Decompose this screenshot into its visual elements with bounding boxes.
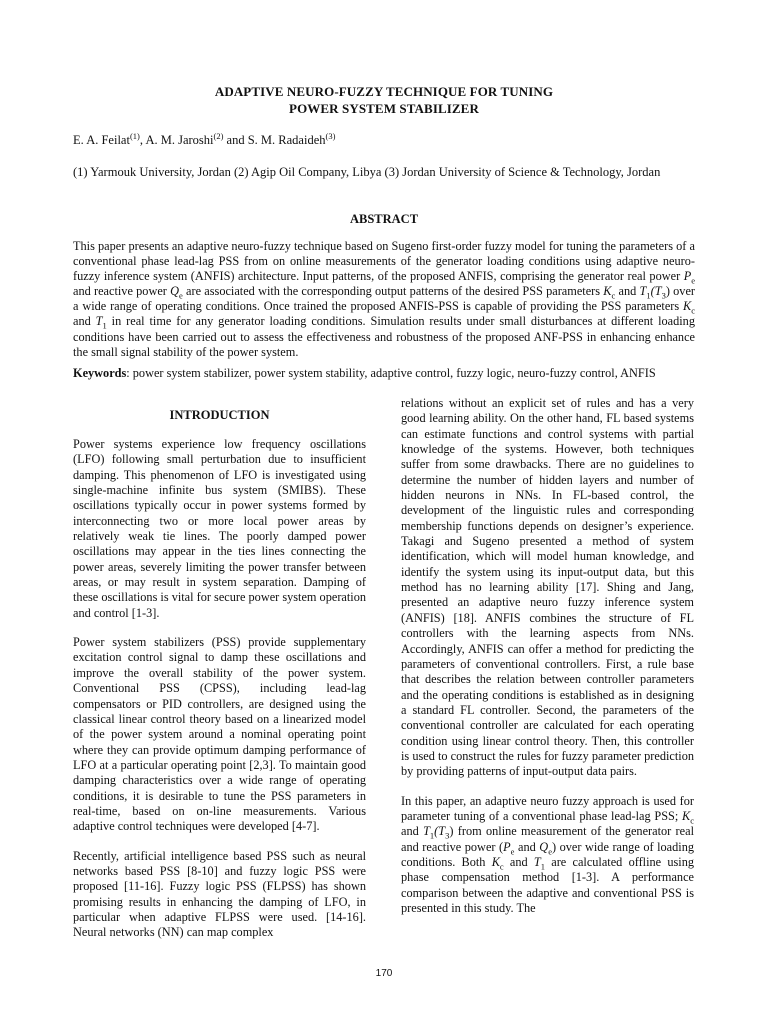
page-number: 170 xyxy=(375,968,393,979)
paragraph-fragment: and xyxy=(514,839,540,854)
symbol-subscript: c xyxy=(499,861,504,872)
symbol-subscript: 1 xyxy=(540,861,546,872)
author-name: E. A. Feilat xyxy=(73,133,130,147)
symbol-subscript: 3 xyxy=(445,830,450,841)
section-heading-introduction: INTRODUCTION xyxy=(169,408,270,422)
symbol: (T xyxy=(650,284,662,299)
body-paragraph: Power system stabilizers (PSS) provide supplementary excitation control signal to damp these oscillations and improve the overall stability of the power system. Conventional PSS (CPSS), including lead-lag compensators or PID controllers, are designed using the classical linear control theory based on a linearized model of the power system around a nominal operating point where they can provide optimum damping performance of LFO at a particular operating point [2,3]. To maintain good damping characteristics over a wide range of operating conditions, it is desirable to tune the PSS parameters in real-time, based on on-line measurements. Various adaptive control techniques were developed [4-7]. xyxy=(73,635,366,834)
symbol-subscript: 1 xyxy=(102,320,107,331)
body-paragraph xyxy=(401,794,694,917)
symbol: K xyxy=(491,854,500,869)
symbol-subscript: e xyxy=(179,290,183,301)
symbol-subscript: c xyxy=(691,305,695,316)
symbol: K xyxy=(682,808,691,823)
body-paragraph: relations without an explicit set of rules and has a very good learning ability. On the other hand, FL based systems can estimate functions and control systems with partial knowledge of the systems. However, both techniques suffer from some drawbacks. There are no guidelines to determine the number of hidden layers and number of hidden neurons in NNs. In FL-based control, the development of the linguistic rules and corresponding membership functions depends on designer’s experience. Takagi and Sugeno presented a method of system identification, which will model human knowledge, and identify the system using its input-output data, but this method has no learning ability [17]. Shing and Jang, presented an adaptive neuro fuzzy inference system (ANFIS) [18]. ANFIS combines the structure of FL controllers with the learning aspects from NNs. Accordingly, ANFIS can offer a method for predicting the parameters of conventional controllers. First, a rule base that describes the relation between controller parameters and the operating conditions is established as in designing a standard FL controller. Second, the parameters of the conventional controller are calculated for each operating condition using linear control theory. Then, this controller is used to construct the rules for fuzzy parameter prediction by providing patterns of input-output data pairs. xyxy=(401,396,694,779)
right-column xyxy=(401,396,694,930)
keywords-text: : power system stabilizer, power system stability, adaptive control, fuzzy logic, neuro-fuzzy control, ANFIS xyxy=(126,366,656,380)
symbol-subscript: e xyxy=(691,275,695,286)
paragraph-fragment: ) from online measurement of the generator real and reactive power ( xyxy=(401,824,694,854)
abstract-text xyxy=(73,239,695,360)
author-separator: , xyxy=(139,133,146,147)
abstract-fragment: and reactive power xyxy=(73,284,171,299)
abstract-heading: ABSTRACT xyxy=(349,212,419,226)
body-paragraph: Power systems experience low frequency oscillations (LFO) following small perturbation due to insufficient damping. This phenomenon of LFO is investigated using single-machine infinite bus system (SMIBS). These oscillations typically occur in power systems formed by interconnecting two or more local power areas by relatively weak tie lines. The poorly damped power oscillations may appear in the ties lines connecting the power areas, severely limiting the power transfer between areas, or may result in system separation. Damping of these oscillations is vital for secure power system operation and control [1-3]. xyxy=(73,437,366,620)
symbol: T xyxy=(95,314,103,329)
abstract-fragment: are associated with the corresponding output patterns of the desired PSS parameters xyxy=(182,284,604,299)
title-line-2: POWER SYSTEM STABILIZER xyxy=(289,101,479,116)
symbol: (T xyxy=(434,824,446,839)
symbol: T xyxy=(639,284,647,299)
paragraph-fragment: and xyxy=(503,854,534,869)
symbol-subscript: 1 xyxy=(646,290,651,301)
body-paragraph: Recently, artificial intelligence based PSS such as neural networks based PSS [8-10] and fuzzy logic PSS were proposed [11-16]. Fuzzy logic PSS (FLPSS) has shown promising results in enhancing the damping of LFO, in particular when adaptive FLPSS were used. [14-16]. Neural networks (NN) can map complex xyxy=(73,848,366,940)
author-separator: and xyxy=(223,133,248,147)
keywords-label: Keywords xyxy=(73,366,127,380)
symbol: K xyxy=(603,284,612,299)
symbol-subscript: e xyxy=(510,846,515,857)
author-name: A. M. Jaroshi xyxy=(145,133,214,147)
symbol: K xyxy=(683,299,692,314)
symbol: T xyxy=(423,824,430,839)
title-line-1: ADAPTIVE NEURO-FUZZY TECHNIQUE FOR TUNING xyxy=(214,84,554,99)
symbol: T xyxy=(533,854,541,869)
paragraph-fragment: In this paper, an adaptive neuro fuzzy approach is used for parameter tuning of a conventional phase lead-lag PSS; xyxy=(401,793,694,823)
symbol: Q xyxy=(170,284,180,299)
left-column xyxy=(73,407,366,955)
paragraph-fragment: and xyxy=(401,824,424,839)
symbol: P xyxy=(503,839,511,854)
symbol: Q xyxy=(539,839,549,854)
abstract-fragment: and xyxy=(615,284,640,299)
symbol-subscript: 1 xyxy=(429,830,435,841)
symbol: P xyxy=(683,269,692,284)
author-list xyxy=(73,132,335,148)
abstract-fragment: ) over a wide range of operating conditions. Once trained the proposed ANFIS-PSS is capable of providing the PSS parameters xyxy=(73,284,695,314)
abstract-fragment: and xyxy=(73,314,96,329)
paragraph-fragment: ) over wide range of loading conditions. Both xyxy=(401,839,694,869)
paragraph-fragment: are calculated offline using phase compensation method [1-3]. A performance comparison between the adaptive and conventional PSS is presented in this study. The xyxy=(401,854,695,915)
abstract-fragment: This paper presents an adaptive neuro-fuzzy technique based on Sugeno first-order fuzzy model for tuning the parameters of a conventional phase lead-lag PSS from on online measurements of the generator loading conditions using adaptive neuro-fuzzy inference system (ANFIS) architecture. Input patterns, of the proposed ANFIS, comprising the generator real power xyxy=(73,239,695,284)
symbol-subscript: c xyxy=(611,290,616,301)
author-affiliation-mark: (2) xyxy=(213,130,224,141)
affiliations: (1) Yarmouk University, Jordan (2) Agip Oil Company, Libya (3) Jordan University of Science & Technology, Jordan xyxy=(73,165,661,179)
keywords xyxy=(73,366,695,381)
paper-title xyxy=(0,83,768,117)
author-affiliation-mark: (1) xyxy=(129,130,140,141)
abstract-fragment: in real time for any generator loading conditions. Simulation results under small disturbances at different loading conditions have been carried out to assess the effectiveness and robustness of the proposed ANF-PSS in enhancing enhance the small signal stability of the power system. xyxy=(73,314,695,359)
author-affiliation-mark: (3) xyxy=(325,130,336,141)
author-name: S. M. Radaideh xyxy=(247,133,326,147)
symbol-subscript: e xyxy=(548,846,552,857)
symbol-subscript: c xyxy=(690,815,694,826)
symbol-subscript: 3 xyxy=(661,290,666,301)
